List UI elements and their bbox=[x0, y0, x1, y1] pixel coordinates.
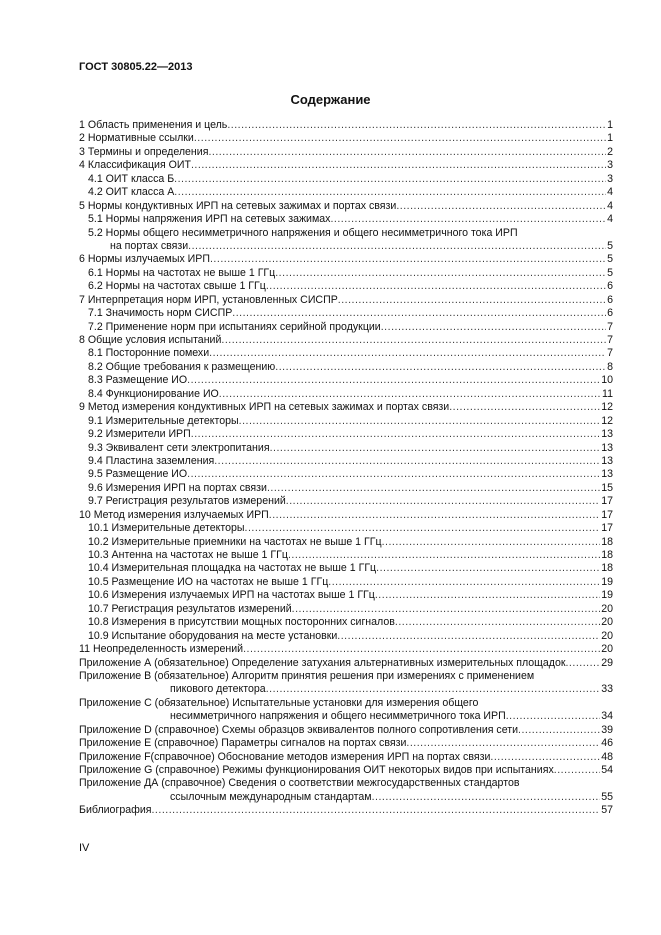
toc-entry-page: 18 bbox=[601, 535, 613, 548]
toc-entry-page: 34 bbox=[601, 710, 613, 723]
dot-leader bbox=[338, 294, 606, 307]
toc-entry[interactable] bbox=[79, 495, 613, 508]
toc-entry-title: 10.5 Размещение ИО на частотах не выше 1 ГГц bbox=[88, 575, 329, 588]
toc-entry[interactable] bbox=[79, 146, 613, 159]
dot-leader bbox=[269, 509, 600, 522]
toc-entry-title: 7 Интерпретация норм ИРП, установленных СИСПР bbox=[79, 293, 338, 306]
dot-leader bbox=[208, 146, 606, 159]
dot-leader bbox=[275, 267, 606, 280]
toc-entry-page: 17 bbox=[601, 508, 613, 521]
toc-entry[interactable] bbox=[79, 388, 613, 401]
toc-entry[interactable] bbox=[79, 374, 613, 387]
toc-entry[interactable] bbox=[79, 737, 613, 750]
toc-entry-page: 5 bbox=[607, 266, 613, 279]
dot-leader bbox=[396, 200, 606, 213]
toc-entry-title: 5.2 Нормы общего несимметричного напряжения и общего несимметричного тока ИРП bbox=[88, 226, 518, 239]
dot-leader bbox=[151, 804, 600, 817]
dot-leader bbox=[174, 186, 606, 199]
toc-entry-title: Приложение F(справочное) Обоснование методов измерения ИРП на портах связи bbox=[79, 750, 491, 763]
toc-entry-title: 10 Метод измерения излучаемых ИРП bbox=[79, 508, 269, 521]
toc-entry-page: 55 bbox=[601, 790, 613, 803]
toc-entry-page: 4 bbox=[607, 213, 613, 226]
toc-entry[interactable] bbox=[79, 280, 613, 293]
toc-entry-title: 4.2 ОИТ класса А bbox=[88, 186, 175, 199]
toc-entry-title: 6 Нормы излучаемых ИРП bbox=[79, 253, 210, 266]
toc-entry-title: 6.2 Нормы на частотах свыше 1 ГГц bbox=[88, 280, 266, 293]
toc-entry-page: 13 bbox=[601, 468, 613, 481]
toc-entry-title: 3 Термины и определения bbox=[79, 145, 209, 158]
toc-entry-page: 11 bbox=[602, 387, 613, 400]
toc-entry[interactable] bbox=[79, 482, 613, 495]
toc-entry[interactable] bbox=[79, 522, 613, 535]
toc-entry-title: 8.2 Общие требования к размещению bbox=[88, 360, 276, 373]
toc-entry[interactable] bbox=[79, 200, 613, 213]
dot-leader bbox=[214, 455, 600, 468]
toc-entry-title: Приложение В (обязательное) Алгоритм принятия решения при измерениях с применением bbox=[79, 669, 535, 682]
toc-entry[interactable] bbox=[79, 697, 613, 724]
toc-entry[interactable] bbox=[79, 267, 613, 280]
dot-leader bbox=[270, 442, 601, 455]
toc-entry-title: 9.1 Измерительные детекторы bbox=[88, 414, 239, 427]
toc-entry[interactable] bbox=[79, 589, 613, 602]
document-header: ГОСТ 30805.22—2013 bbox=[79, 61, 193, 73]
toc-entry[interactable] bbox=[79, 562, 613, 575]
dot-leader bbox=[328, 576, 600, 589]
toc-entry-title: 9.7 Регистрация результатов измерений bbox=[88, 495, 286, 508]
dot-leader bbox=[239, 415, 601, 428]
dot-leader bbox=[243, 643, 600, 656]
toc-entry-page: 6 bbox=[607, 293, 613, 306]
table-of-contents bbox=[79, 119, 613, 818]
toc-entry[interactable] bbox=[79, 253, 613, 266]
dot-leader bbox=[191, 159, 606, 172]
toc-entry-page: 7 bbox=[607, 320, 613, 333]
toc-entry[interactable] bbox=[79, 603, 613, 616]
dot-leader bbox=[406, 737, 600, 750]
toc-entry-title: Библиография bbox=[79, 804, 152, 817]
toc-entry-page: 18 bbox=[601, 549, 613, 561]
toc-entry[interactable] bbox=[79, 173, 613, 186]
toc-entry-title: на портах связи bbox=[110, 239, 189, 252]
toc-entry[interactable] bbox=[79, 415, 613, 428]
toc-entry-page: 19 bbox=[601, 589, 613, 602]
dot-leader bbox=[187, 468, 600, 481]
toc-entry-title: 4 Классификация ОИТ bbox=[79, 159, 191, 172]
toc-entry[interactable] bbox=[79, 442, 613, 455]
toc-entry-page: 29 bbox=[601, 656, 613, 669]
toc-entry-page: 20 bbox=[601, 629, 613, 642]
dot-leader bbox=[395, 616, 600, 629]
toc-entry-page: 12 bbox=[601, 401, 613, 414]
toc-entry-page: 46 bbox=[601, 737, 613, 750]
toc-entry[interactable] bbox=[79, 751, 613, 764]
dot-leader bbox=[191, 428, 600, 441]
toc-entry[interactable] bbox=[79, 724, 613, 737]
toc-entry-title: 10.2 Измерительные приемники на частотах не выше 1 ГГц bbox=[88, 535, 382, 548]
dot-leader bbox=[275, 361, 606, 374]
toc-entry-title: 7.2 Применение норм при испытаниях серийной продукции bbox=[88, 320, 381, 333]
dot-leader bbox=[382, 536, 601, 549]
toc-entry[interactable] bbox=[79, 159, 613, 172]
toc-entry-page: 1 bbox=[607, 119, 613, 131]
toc-entry-title: 9.2 Измерители ИРП bbox=[88, 428, 191, 441]
toc-entry-page: 8 bbox=[607, 360, 613, 373]
toc-entry[interactable] bbox=[79, 361, 613, 374]
toc-entry[interactable] bbox=[79, 549, 613, 562]
dot-leader bbox=[187, 374, 600, 387]
toc-entry-page: 20 bbox=[601, 616, 613, 629]
dot-leader bbox=[506, 710, 600, 723]
toc-entry-page: 57 bbox=[601, 804, 613, 817]
toc-entry-title: Приложение ДА (справочное) Сведения о соответствии межгосударственных стандартов bbox=[79, 777, 520, 790]
toc-entry-title: 10.8 Измерения в присутствии мощных посторонних сигналов bbox=[88, 616, 395, 629]
toc-entry-page: 13 bbox=[601, 441, 613, 454]
toc-entry[interactable] bbox=[79, 764, 613, 777]
toc-entry[interactable] bbox=[79, 455, 613, 468]
page-title: Содержание bbox=[290, 92, 371, 107]
toc-entry[interactable] bbox=[79, 186, 613, 199]
toc-entry-title: 9.4 Пластина заземления bbox=[88, 454, 215, 467]
toc-entry-page: 3 bbox=[607, 172, 613, 185]
toc-entry-page: 54 bbox=[601, 764, 613, 776]
dot-leader bbox=[490, 751, 600, 764]
dot-leader bbox=[221, 334, 606, 347]
toc-entry-page: 5 bbox=[607, 239, 613, 252]
toc-entry-page: 20 bbox=[601, 643, 613, 656]
toc-entry-page: 39 bbox=[601, 723, 613, 736]
toc-entry-title: 9.6 Измерения ИРП на портах связи bbox=[88, 481, 267, 494]
dot-leader bbox=[376, 562, 600, 575]
toc-entry-title: 1 Область применения и цель bbox=[79, 119, 228, 131]
dot-leader bbox=[210, 253, 606, 266]
toc-entry-page: 5 bbox=[607, 253, 613, 266]
toc-entry-title: 9.3 Эквивалент сети электропитания bbox=[88, 441, 270, 454]
toc-entry-title: 10.3 Антенна на частотах не выше 1 ГГц bbox=[88, 549, 288, 561]
toc-entry[interactable] bbox=[79, 428, 613, 441]
toc-entry-title: 2 Нормативные ссылки bbox=[79, 132, 194, 145]
toc-entry[interactable] bbox=[79, 468, 613, 481]
toc-entry[interactable] bbox=[79, 347, 613, 360]
toc-entry[interactable] bbox=[79, 307, 613, 320]
toc-entry-title: ссылочным международным стандартам bbox=[170, 790, 372, 803]
toc-entry-page: 10 bbox=[601, 374, 613, 387]
dot-leader bbox=[219, 388, 601, 401]
dot-leader bbox=[188, 240, 606, 253]
toc-entry[interactable] bbox=[79, 643, 613, 656]
dot-leader bbox=[209, 347, 606, 360]
toc-entry-title: 8.3 Размещение ИО bbox=[88, 374, 188, 387]
toc-entry-page: 13 bbox=[601, 454, 613, 467]
toc-entry[interactable] bbox=[79, 321, 613, 334]
toc-entry-title: 10.9 Испытание оборудования на месте установки bbox=[88, 629, 338, 642]
toc-entry-page: 20 bbox=[601, 602, 613, 615]
toc-entry-page: 6 bbox=[607, 307, 613, 320]
dot-leader bbox=[227, 119, 606, 132]
dot-leader bbox=[449, 401, 600, 414]
toc-entry-title: Приложение G (справочное) Режимы функционирования ОИТ некоторых видов при испытаниях bbox=[79, 764, 554, 776]
dot-leader bbox=[518, 724, 600, 737]
toc-entry-title: 6.1 Нормы на частотах не выше 1 ГГц bbox=[88, 266, 276, 279]
toc-entry-title: 9 Метод измерения кондуктивных ИРП на сетевых зажимах и портах связи bbox=[79, 401, 450, 414]
toc-entry-page: 12 bbox=[601, 414, 613, 427]
toc-entry[interactable] bbox=[79, 576, 613, 589]
toc-entry-page: 3 bbox=[607, 159, 613, 172]
dot-leader bbox=[174, 173, 606, 186]
toc-entry[interactable] bbox=[79, 657, 613, 670]
toc-entry-title: 5.1 Нормы напряжения ИРП на сетевых зажимах bbox=[88, 213, 331, 226]
toc-entry-page: 19 bbox=[601, 575, 613, 588]
toc-entry-page: 33 bbox=[601, 683, 613, 696]
dot-leader bbox=[266, 683, 601, 696]
toc-entry-page: 4 bbox=[607, 199, 613, 212]
dot-leader bbox=[554, 764, 600, 777]
toc-entry-page: 18 bbox=[601, 562, 613, 575]
toc-entry[interactable] bbox=[79, 804, 613, 817]
toc-entry[interactable] bbox=[79, 616, 613, 629]
toc-entry[interactable] bbox=[79, 334, 613, 347]
toc-entry-title: 8 Общие условия испытаний bbox=[79, 334, 222, 346]
toc-entry[interactable] bbox=[79, 630, 613, 643]
page-number: IV bbox=[79, 842, 90, 854]
dot-leader bbox=[288, 549, 600, 562]
toc-entry-title: 9.5 Размещение ИО bbox=[88, 468, 188, 481]
toc-entry-page: 13 bbox=[601, 428, 613, 441]
toc-entry-title: 8.4 Функционирование ИО bbox=[88, 387, 219, 400]
toc-entry-page: 48 bbox=[601, 750, 613, 763]
toc-entry-title: Приложение А (обязательное) Определение затухания альтернативных измерительных площадок bbox=[79, 656, 566, 669]
toc-entry-page: 17 bbox=[601, 522, 613, 535]
dot-leader bbox=[330, 213, 606, 226]
toc-entry[interactable] bbox=[79, 777, 613, 804]
toc-entry[interactable] bbox=[79, 670, 613, 697]
toc-entry[interactable] bbox=[79, 119, 613, 132]
toc-entry-title: 10.1 Измерительные детекторы bbox=[88, 522, 245, 535]
dot-leader bbox=[372, 791, 601, 804]
toc-entry-title: несимметричного напряжения и общего несимметричного тока ИРП bbox=[170, 710, 506, 723]
dot-leader bbox=[292, 603, 601, 616]
toc-entry-page: 17 bbox=[601, 495, 613, 508]
toc-entry-title: 10.7 Регистрация результатов измерений bbox=[88, 602, 292, 615]
toc-entry-title: 4.1 ОИТ класса Б bbox=[88, 172, 175, 185]
toc-entry-page: 6 bbox=[607, 280, 613, 293]
toc-entry-title: 8.1 Посторонние помехи bbox=[88, 347, 210, 360]
toc-entry-title: 5 Нормы кондуктивных ИРП на сетевых зажимах и портах связи bbox=[79, 199, 397, 212]
toc-entry-title: Приложение D (справочное) Схемы образцов эквивалентов полного сопротивления сети bbox=[79, 723, 519, 736]
dot-leader bbox=[267, 482, 600, 495]
dot-leader bbox=[337, 630, 600, 643]
toc-entry-title: Приложение Е (справочное) Параметры сигналов на портах связи bbox=[79, 737, 407, 750]
toc-entry-title: 10.6 Измерения излучаемых ИРП на частотах выше 1 ГГц bbox=[88, 589, 375, 602]
dot-leader bbox=[381, 321, 606, 334]
toc-entry-page: 7 bbox=[607, 334, 613, 346]
toc-entry[interactable] bbox=[79, 536, 613, 549]
toc-entry-page: 4 bbox=[607, 186, 613, 199]
toc-entry[interactable] bbox=[79, 132, 613, 145]
dot-leader bbox=[375, 589, 600, 602]
toc-entry-page: 7 bbox=[607, 347, 613, 360]
toc-entry-page: 1 bbox=[607, 132, 613, 145]
toc-entry-title: 11 Неопределенность измерений bbox=[79, 643, 244, 656]
toc-entry-page: 2 bbox=[607, 145, 613, 158]
dot-leader bbox=[245, 522, 601, 535]
toc-entry-title: 7.1 Значимость норм СИСПР bbox=[88, 307, 233, 320]
dot-leader bbox=[232, 307, 606, 320]
toc-entry[interactable] bbox=[79, 227, 613, 254]
toc-entry-title: 10.4 Измерительная площадка на частотах не выше 1 ГГц bbox=[88, 562, 377, 575]
toc-entry[interactable] bbox=[79, 294, 613, 307]
toc-entry-page: 15 bbox=[601, 481, 613, 494]
toc-entry[interactable] bbox=[79, 213, 613, 226]
dot-leader bbox=[286, 495, 600, 508]
dot-leader bbox=[565, 657, 600, 670]
toc-entry-title: Приложение С (обязательное) Испытательные установки для измерения общего bbox=[79, 696, 479, 709]
dot-leader bbox=[266, 280, 606, 293]
toc-entry[interactable] bbox=[79, 401, 613, 414]
dot-leader bbox=[194, 132, 606, 145]
toc-entry-title: пикового детектора bbox=[170, 683, 266, 696]
toc-entry[interactable] bbox=[79, 509, 613, 522]
